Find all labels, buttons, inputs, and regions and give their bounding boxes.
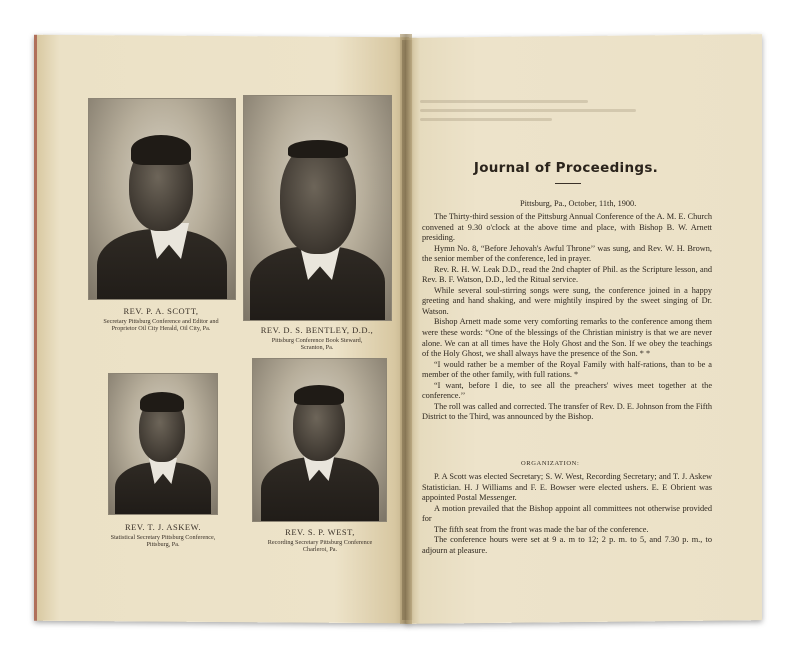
portrait-name: REV. P. A. SCOTT, [123, 306, 199, 316]
paragraph: Rev. R. H. W. Leak D.D., read the 2nd chapter of Phil. as the Scripture lesson, and Rev. B. F. Watson, D.D., led the Ritual service. [422, 264, 712, 285]
portrait-caption-askew [76, 522, 250, 548]
paragraph: “I would rather be a member of the Royal Family with half-rations, than to be a member of the other family, with full rations. * [422, 359, 712, 380]
paragraph: P. A Scott was elected Secretary; S. W. West, Recording Secretary; and T. J. Askew Statistician. H. J Williams and F. E. Bowser were elected ushers. E. E Obrient was appointed Postal Messenger. [422, 472, 712, 503]
portrait-caption-west [234, 527, 406, 553]
paragraph: A motion prevailed that the Bishop appoint all committees not otherwise provided for [422, 503, 712, 524]
paragraph: The roll was called and corrected. The transfer of Rev. D. E. Johnson from the Fifth District to the Third, was announced by the Bishop. [422, 401, 712, 422]
portrait-caption-bentley [238, 325, 396, 351]
paragraph: The fifth seat from the front was made the bar of the conference. [434, 524, 649, 534]
portrait-desc-line: Secretary Pittsburg Conference and Editor and [103, 318, 219, 325]
dateline: Pittsburg, Pa., October, 11th, 1900. [520, 199, 637, 208]
portrait-desc-line: Charleroi, Pa. [302, 546, 338, 554]
portrait-desc-line: Recording Secretary Pittsburg Conference [267, 539, 373, 546]
portrait-desc-line: Pittsburg, Pa. [146, 541, 180, 549]
portrait-desc-line: Pittsburg Conference Book Steward, [271, 337, 363, 344]
organization-text [422, 472, 712, 556]
page-title: Journal of Proceedings. [473, 160, 659, 176]
bleed-through-text [420, 100, 660, 136]
portrait-desc-line: Statistical Secretary Pittsburg Conference, [110, 534, 216, 541]
portrait-photo-bentley [243, 95, 392, 321]
portrait-photo-askew [108, 373, 218, 515]
paragraph: The conference hours were set at 9 a. m to 12; 2 p. m. to 5, and 7.30 p. m., to adjourn at pleasure. [422, 535, 712, 555]
title-rule [555, 183, 581, 184]
paragraph: The Thirty-third session of the Pittsburg Annual Conference of the A. M. E. Church convened at 9.30 o'clock at the above time and place, with Bishop B. W. Arnett presiding. [422, 212, 712, 243]
portrait-name: REV. S. P. WEST, [285, 527, 355, 537]
portrait-caption-scott [66, 306, 256, 332]
paragraph: “I want, before I die, to see all the preachers' wives meet together at the conference.’’ [422, 380, 712, 401]
portrait-name: REV. D. S. BENTLEY, D.D., [260, 325, 374, 335]
portrait-photo-west [252, 358, 387, 522]
paragraph: Bishop Arnett made some very comforting remarks to the conference among them were these words: “One of the blessings of the Christian ministry is that we are never alone. We can at all times have the Holy Ghost and the Son. If we obey the teachings of the Holy Ghost, we shall always have the presence of the Son. * * [422, 317, 712, 359]
paragraph: Hymn No. 8, “Before Jehovah's Awful Throne’’ was sung, and Rev. W. H. Brown, the senior member of the conference, led in prayer. [422, 243, 712, 264]
portrait-desc-line: Proprietor Oil City Herald, Oil City, Pa. [111, 325, 211, 333]
portrait-desc-line: Scranton, Pa. [300, 344, 334, 352]
portrait-name: REV. T. J. ASKEW. [125, 522, 201, 532]
paragraph: While several soul-stirring songs were sung, the conference joined in a happy greeting and hand shaking, and were mightily inspired by the sweet singing of Dr. Watson. [422, 285, 712, 316]
organization-heading: ORGANIZATION: [521, 460, 580, 467]
proceedings-text [422, 212, 712, 423]
portrait-photo-scott [88, 98, 236, 300]
